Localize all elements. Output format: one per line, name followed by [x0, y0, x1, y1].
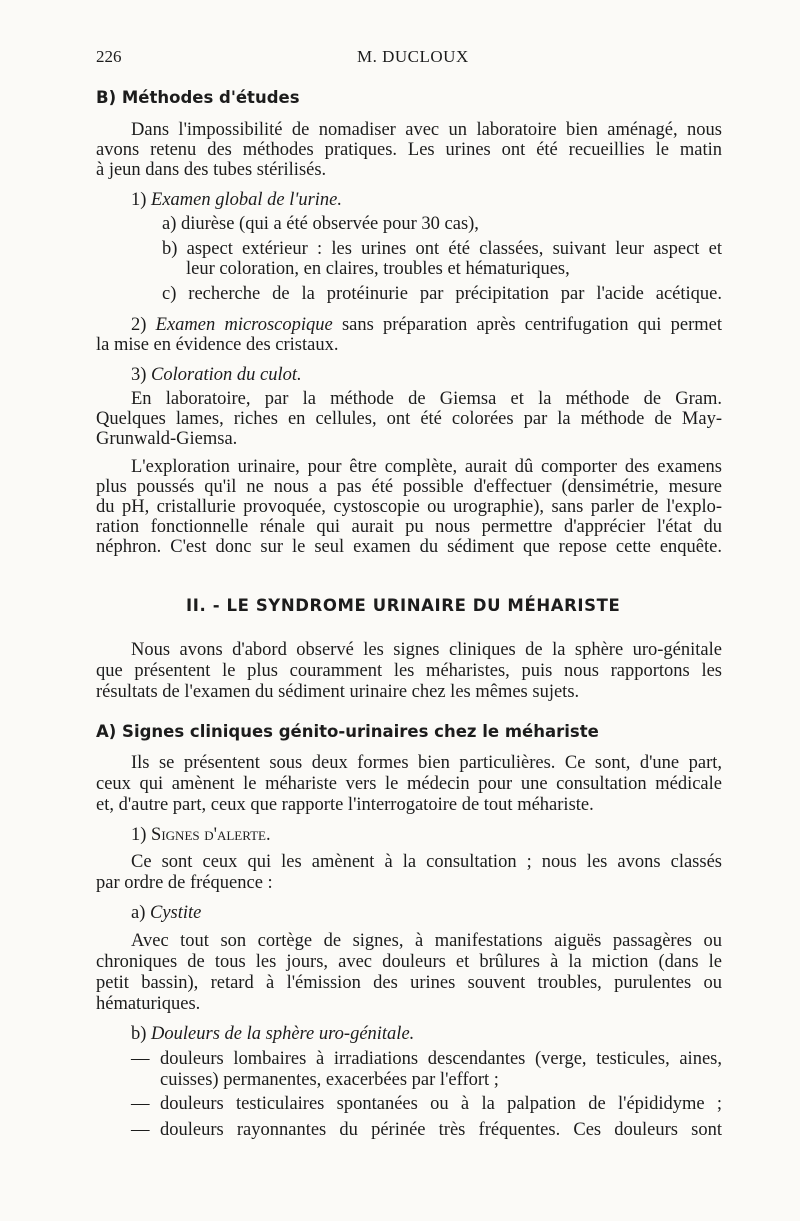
paragraph-line: Avec tout son cortège de signes, à manifestations aiguës passagères ou [131, 931, 722, 951]
list-number: 1) [131, 825, 147, 845]
paragraph-line: du pH, cristallurie provoquée, cystoscopie ou urographie), sans parler de l'explo- [96, 497, 722, 517]
paragraph-line: hématuriques. [96, 994, 201, 1014]
list-number: 2) [131, 315, 147, 335]
running-author: M. DUCLOUX [357, 47, 469, 66]
list-letter: a) [131, 903, 146, 923]
list-number: 3) [131, 365, 147, 385]
list-item-cystite [131, 903, 757, 923]
list-item-3 [131, 365, 757, 385]
paragraph-line: Grunwald-Giemsa. [96, 429, 238, 449]
paragraph-line: ceux qui amènent le méhariste vers le médecin pour une consultation médicale [96, 774, 722, 794]
dash-bullet: — [131, 1049, 150, 1069]
bullet-line: douleurs testiculaires spontanées ou à la palpation de l'épididyme ; [160, 1094, 722, 1114]
list-item-1 [131, 190, 757, 210]
list-item-2 [131, 315, 722, 335]
list-title: Examen global de l'urine. [151, 190, 343, 210]
sub-item-b: b) aspect extérieur : les urines ont été classées, suivant leur aspect et [162, 239, 722, 259]
sub-item-c: c) recherche de la protéinurie par précipitation par l'acide acétique. [162, 284, 722, 304]
page-number: 226 [96, 47, 122, 66]
dash-bullet: — [131, 1120, 150, 1140]
paragraph-line: avons retenu des méthodes pratiques. Les urines ont été recueillies le matin [96, 140, 722, 160]
list-text: sans préparation après centrifugation qui permet [341, 315, 722, 335]
paragraph-line: plus poussés qu'il ne nous a pas été possible d'effectuer (densimétrie, mesure [96, 477, 722, 497]
paragraph-line: la mise en évidence des cristaux. [96, 335, 339, 355]
paragraph-line: et, d'autre part, ceux que rapporte l'interrogatoire de tout méhariste. [96, 795, 594, 815]
paragraph-line: que présentent le plus couramment les méharistes, puis nous rapportons les [96, 661, 722, 681]
paragraph-line: résultats de l'examen du sédiment urinaire chez les mêmes sujets. [96, 682, 580, 702]
list-letter: b) [131, 1024, 147, 1044]
subsection-heading: A) Signes cliniques génito-urinaires chez le méhariste [96, 722, 599, 741]
paragraph-line: chroniques de tous les jours, avec douleurs et brûlures à la miction (dans le [96, 952, 722, 972]
list-title: Cystite [150, 903, 202, 923]
list-item-douleurs [131, 1024, 757, 1044]
list-title: Coloration du culot. [151, 365, 302, 385]
paragraph-line: L'exploration urinaire, pour être complète, aurait dû comporter des examens [131, 457, 722, 477]
dash-bullet: — [131, 1094, 150, 1114]
paragraph-line: par ordre de fréquence : [96, 873, 273, 893]
paragraph-line: En laboratoire, par la méthode de Giemsa et la méthode de Gram. [131, 389, 722, 409]
chapter-heading: II. - LE SYNDROME URINAIRE DU MÉHARISTE [186, 596, 621, 615]
bullet-line-cont: cuisses) permanentes, exacerbées par l'effort ; [160, 1070, 499, 1090]
list-title: Signes d'alerte. [151, 825, 271, 845]
bullet-line: douleurs lombaires à irradiations descendantes (verge, testicules, aines, [160, 1049, 722, 1069]
paragraph-line: Nous avons d'abord observé les signes cliniques de la sphère uro-génitale [131, 640, 722, 660]
list-number: 1) [131, 190, 147, 210]
paragraph-line: Ils se présentent sous deux formes bien particulières. Ce sont, d'une part, [131, 753, 722, 773]
paragraph-line: à jeun dans des tubes stérilisés. [96, 160, 327, 180]
sub-item-b-cont: leur coloration, en claires, troubles et hématuriques, [186, 259, 570, 279]
list-item-signes [131, 825, 757, 845]
bullet-line: douleurs rayonnantes du périnée très fréquentes. Ces douleurs sont [160, 1120, 722, 1140]
list-title: Douleurs de la sphère uro-génitale. [151, 1024, 415, 1044]
list-title: Examen microscopique [155, 315, 333, 335]
paragraph-line: petit bassin), retard à l'émission des urines souvent troubles, purulentes ou [96, 973, 722, 993]
paragraph-line: Ce sont ceux qui les amènent à la consultation ; nous les avons classés [131, 852, 722, 872]
section-heading-methods: B) Méthodes d'études [96, 88, 300, 107]
paragraph-line: Quelques lames, riches en cellules, ont été colorées par la méthode de May- [96, 409, 722, 429]
paragraph-line: néphron. C'est donc sur le seul examen du sédiment que repose cette enquête. [96, 537, 722, 557]
paragraph-line: Dans l'impossibilité de nomadiser avec un laboratoire bien aménagé, nous [131, 120, 722, 140]
paragraph-line: ration fonctionnelle rénale qui aurait pu nous permettre d'apprécier l'état du [96, 517, 722, 537]
sub-item-a: a) diurèse (qui a été observée pour 30 cas), [162, 214, 479, 234]
